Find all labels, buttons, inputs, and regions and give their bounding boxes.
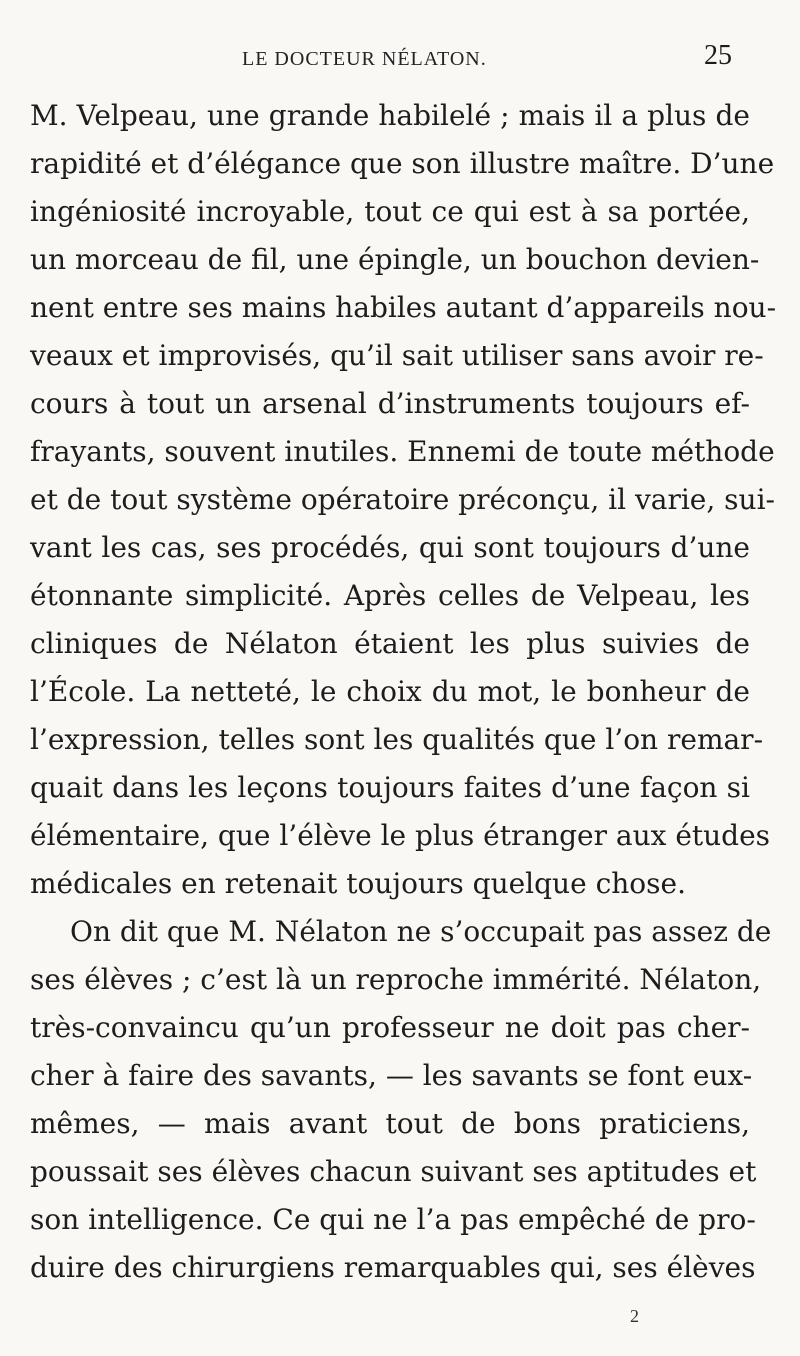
text-line: un morceau de fil, une épingle, un bouchon devien-: [30, 243, 760, 276]
text-line: On dit que M. Nélaton ne s’occupait pas assez de: [70, 915, 772, 948]
text-line: cher à faire des savants, — les savants se font eux-: [30, 1059, 753, 1092]
text-line: ses élèves ; c’est là un reproche immérité. Nélaton,: [30, 963, 762, 996]
text-line: vant les cas, ses procédés, qui sont toujours d’une: [30, 531, 750, 564]
text-line: médicales en retenait toujours quelque chose.: [30, 867, 686, 900]
text-line: rapidité et d’élégance que son illustre maître. D’une: [30, 147, 775, 180]
page-header: [0, 40, 800, 74]
text-line: son intelligence. Ce qui ne l’a pas empêché de pro-: [30, 1203, 756, 1236]
body-text: [30, 92, 777, 1292]
text-line: nent entre ses mains habiles autant d’appareils nou-: [30, 291, 777, 324]
text-line: élémentaire, que l’élève le plus étranger aux études: [30, 819, 771, 852]
text-line: duire des chirurgiens remarquables qui, ses élèves: [30, 1251, 756, 1284]
text-line: très-convaincu qu’un professeur ne doit pas cher-: [30, 1011, 750, 1044]
text-line: M. Velpeau, une grande habilelé ; mais il a plus de: [30, 99, 750, 132]
text-line: ingéniosité incroyable, tout ce qui est à sa portée,: [30, 195, 750, 228]
text-line: et de tout système opératoire préconçu, il varie, sui-: [30, 483, 775, 516]
text-line: cours à tout un arsenal d’instruments toujours ef-: [30, 387, 750, 420]
text-line: frayants, souvent inutiles. Ennemi de toute méthode: [30, 435, 775, 468]
signature-mark: 2: [630, 1306, 639, 1326]
page-number: 25: [704, 40, 732, 71]
text-line: l’École. La netteté, le choix du mot, le bonheur de: [30, 675, 750, 708]
text-line: mêmes, — mais avant tout de bons praticiens,: [30, 1107, 750, 1140]
text-line: l’expression, telles sont les qualités que l’on remar-: [30, 723, 764, 756]
text-line: veaux et improvisés, qu’il sait utiliser sans avoir re-: [30, 339, 764, 372]
text-line: étonnante simplicité. Après celles de Velpeau, les: [30, 579, 750, 612]
text-line: cliniques de Nélaton étaient les plus suivies de: [30, 627, 750, 660]
text-line: poussait ses élèves chacun suivant ses aptitudes et: [30, 1155, 757, 1188]
text-line: quait dans les leçons toujours faites d’une façon si: [30, 771, 750, 804]
running-title: LE DOCTEUR NÉLATON.: [242, 48, 487, 70]
